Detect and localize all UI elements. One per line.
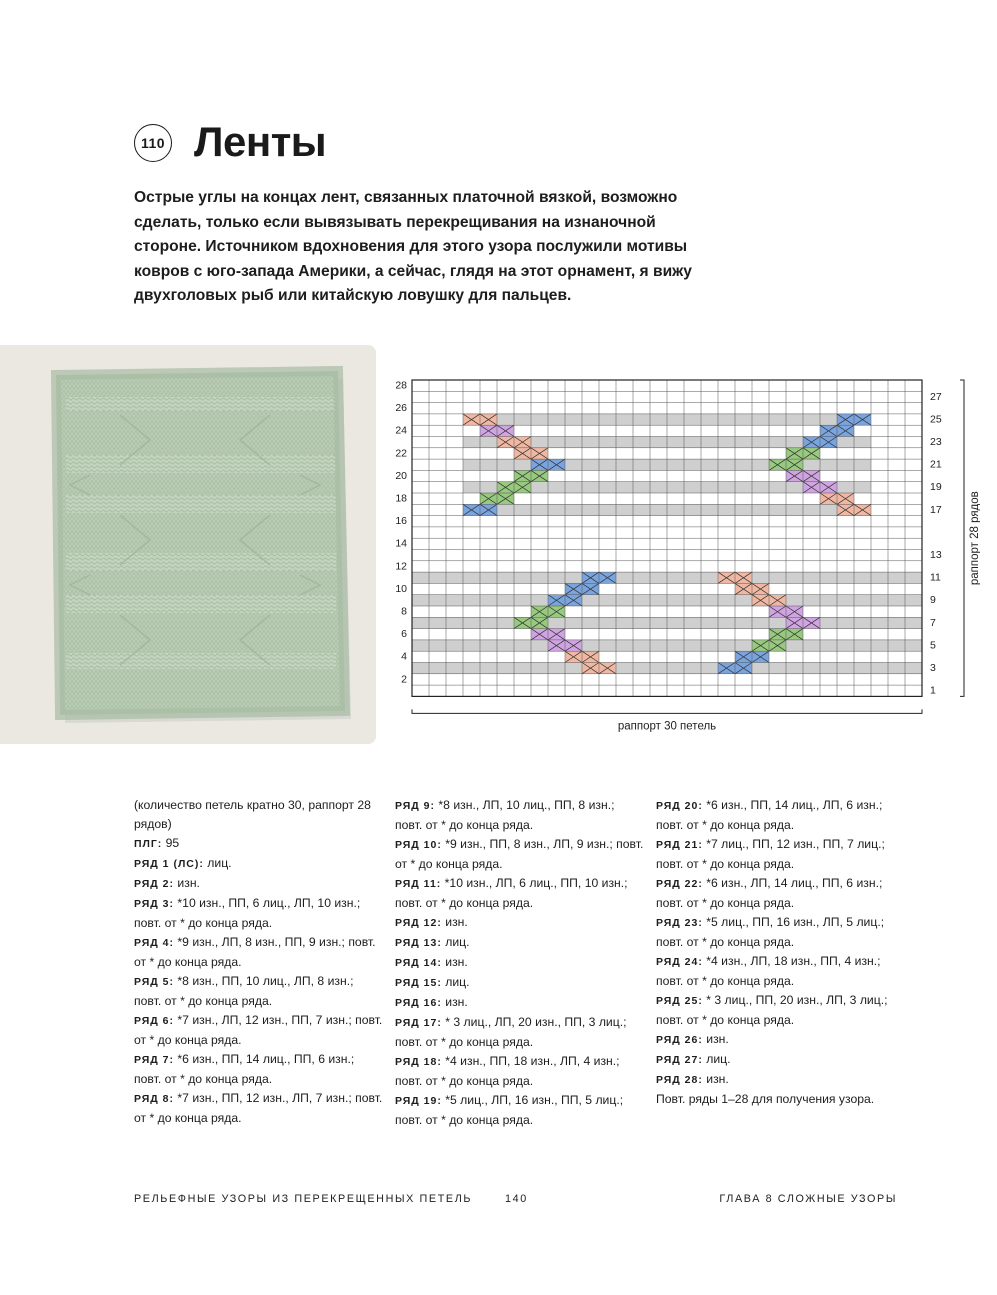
row-label: РЯД 19: [395, 1095, 442, 1107]
intro-paragraph: Острые углы на концах лент, связанных платочной вязкой, возможно сделать, только если вывязывать перекрещивания на изнаночной стороне. Источником вдохновения для этого узора послужили мотивы ковров с юго-запада Америки, а сейчас, глядя на этот орнамент, я вижу двухголовых рыб или китайскую ловушку для пальцев. [134, 189, 692, 304]
row-text: Повт. ряды 1–28 для получения узора. [656, 1092, 875, 1106]
footer-section-title: РЕЛЬЕФНЫЕ УЗОРЫ ИЗ ПЕРЕКРЕЩЕННЫХ ПЕТЕЛЬ [134, 1193, 473, 1205]
row-text: * 3 лиц., ПП, 20 изн., ЛП, 3 лиц.; повт. от * до конца ряда. [656, 993, 888, 1027]
row-instruction [395, 993, 645, 1013]
swatch-photo [0, 345, 376, 744]
row-label: РЯД 10: [395, 839, 442, 851]
row-number-right: 27 [930, 390, 942, 403]
row-text: *9 изн., ПП, 8 изн., ЛП, 9 изн.; повт. от * до конца ряда. [395, 837, 644, 871]
row-label: РЯД 13: [395, 937, 442, 949]
row-label: РЯД 25: [656, 995, 703, 1007]
row-label: РЯД 4: [134, 937, 175, 949]
row-label: РЯД 26: [656, 1034, 703, 1046]
row-instruction [395, 1052, 645, 1091]
row-number-right: 1 [930, 684, 936, 697]
stitches-repeat-bracket [412, 709, 922, 713]
row-label: РЯД 22: [656, 878, 703, 890]
row-text: * 3 лиц., ЛП, 20 изн., ПП, 3 лиц.; повт. от * до конца ряда. [395, 1015, 627, 1049]
row-label: РЯД 9: [395, 800, 436, 812]
row-number-left: 4 [401, 650, 407, 663]
row-label: РЯД 5: [134, 976, 175, 988]
knitting-chart [380, 370, 980, 745]
row-number-left: 12 [395, 560, 407, 573]
row-label: РЯД 1 (ЛС): [134, 858, 204, 870]
row-number-left: 16 [395, 515, 407, 528]
row-text: изн. [702, 1032, 729, 1046]
row-instruction [134, 972, 384, 1011]
row-text: *4 изн., ЛП, 18 изн., ПП, 4 изн.; повт. от * до конца ряда. [656, 954, 881, 988]
row-number-left: 24 [395, 424, 407, 437]
row-label: РЯД 16: [395, 997, 442, 1009]
row-instruction [134, 874, 384, 894]
page-title: Ленты [194, 118, 327, 165]
row-label: РЯД 7: [134, 1054, 175, 1066]
row-number-left: 6 [401, 628, 407, 641]
instructions-column-1 [134, 796, 384, 1128]
row-text: лиц. [441, 975, 470, 989]
row-instruction [656, 1070, 906, 1090]
instructions-column-3 [656, 796, 906, 1109]
row-text: 95 [162, 836, 180, 850]
row-text: *7 изн., ПП, 12 изн., ЛП, 7 изн.; повт. от * до конца ряда. [134, 1091, 383, 1125]
pattern-number: 110 [140, 135, 166, 151]
row-number-right: 11 [930, 571, 941, 584]
row-number-left: 22 [395, 447, 407, 460]
row-text: *5 лиц., ЛП, 16 изн., ПП, 5 лиц.; повт. от * до конца ряда. [395, 1093, 624, 1127]
row-label: РЯД 27: [656, 1054, 703, 1066]
row-label: РЯД 2: [134, 878, 175, 890]
pattern-number-badge [134, 124, 172, 162]
row-number-right: 5 [930, 639, 936, 652]
row-text: *6 изн., ПП, 14 лиц., ЛП, 6 изн.; повт. от * до конца ряда. [656, 798, 883, 832]
row-text: изн. [441, 995, 468, 1009]
row-number-right: 25 [930, 413, 942, 426]
row-label: РЯД 17: [395, 1017, 442, 1029]
row-instruction [656, 1050, 906, 1070]
row-text: *10 изн., ЛП, 6 лиц., ПП, 10 изн.; повт. от * до конца ряда. [395, 876, 628, 910]
row-number-left: 18 [395, 492, 407, 505]
stitches-repeat-label: раппорт 30 петель [617, 720, 717, 733]
row-number-left: 28 [395, 379, 407, 392]
row-instruction [395, 874, 645, 913]
row-label: РЯД 14: [395, 957, 442, 969]
row-instruction [656, 952, 906, 991]
row-number-left: 10 [395, 582, 407, 595]
row-text: *8 изн., ЛП, 10 лиц., ПП, 8 изн.; повт. от * до конца ряда. [395, 798, 615, 832]
row-label: РЯД 24: [656, 956, 703, 968]
row-instruction [656, 1090, 906, 1109]
row-number-right: 7 [930, 616, 936, 629]
row-text: (количество петель кратно 30, раппорт 28 рядов) [134, 798, 371, 831]
row-instruction [656, 796, 906, 835]
row-label: РЯД 6: [134, 1015, 175, 1027]
row-text: *9 изн., ЛП, 8 изн., ПП, 9 изн.; повт. от * до конца ряда. [134, 935, 376, 969]
row-label: РЯД 28: [656, 1074, 703, 1086]
row-number-right: 23 [930, 435, 942, 448]
row-number-right: 9 [930, 594, 936, 607]
row-text: *6 изн., ПП, 14 лиц., ПП, 6 изн.; повт. от * до конца ряда. [134, 1052, 355, 1086]
row-label: РЯД 12: [395, 917, 442, 929]
row-number-left: 14 [395, 537, 407, 550]
row-instruction [134, 1089, 384, 1128]
row-instruction [656, 835, 906, 874]
row-instruction [656, 913, 906, 952]
row-label: РЯД 15: [395, 977, 442, 989]
row-instruction [395, 796, 645, 835]
row-instruction [395, 933, 645, 953]
row-number-left: 8 [401, 605, 407, 618]
row-label: РЯД 18: [395, 1056, 442, 1068]
row-label: РЯД 21: [656, 839, 703, 851]
row-instruction [134, 894, 384, 933]
row-instruction [395, 1091, 645, 1130]
row-text: лиц. [203, 856, 232, 870]
row-text: изн. [174, 876, 200, 890]
row-instruction [134, 933, 384, 972]
row-instruction [656, 874, 906, 913]
rows-repeat-label: раппорт 28 рядов [969, 491, 980, 586]
row-instruction [134, 1011, 384, 1050]
row-number-right: 3 [930, 661, 936, 674]
row-instruction [395, 1013, 645, 1052]
row-number-right: 19 [930, 481, 942, 494]
row-instruction [134, 1050, 384, 1089]
row-text: *8 изн., ПП, 10 лиц., ЛП, 8 изн.; повт. от * до конца ряда. [134, 974, 354, 1008]
row-instruction [395, 913, 645, 933]
row-label: РЯД 8: [134, 1093, 175, 1105]
row-instruction [134, 796, 384, 834]
row-text: лиц. [441, 935, 470, 949]
row-number-right: 21 [930, 458, 942, 471]
row-instruction [134, 854, 384, 874]
row-instruction [134, 834, 384, 854]
knitted-swatch-image [0, 345, 376, 744]
row-text: *7 лиц., ПП, 12 изн., ПП, 7 лиц.; повт. от * до конца ряда. [656, 837, 885, 871]
row-number-right: 17 [930, 503, 942, 516]
row-label: РЯД 23: [656, 917, 703, 929]
row-instruction [656, 1030, 906, 1050]
row-number-right: 13 [930, 548, 942, 561]
row-text: изн. [441, 955, 468, 969]
instructions-column-2 [395, 796, 645, 1130]
row-instruction [395, 973, 645, 993]
row-label: РЯД 11: [395, 878, 442, 890]
row-text: *5 лиц., ПП, 16 изн., ЛП, 5 лиц.; повт. от * до конца ряда. [656, 915, 885, 949]
row-label: РЯД 20: [656, 800, 703, 812]
row-text: *4 изн., ПП, 18 изн., ЛП, 4 изн.; повт. от * до конца ряда. [395, 1054, 620, 1088]
rows-repeat-bracket [960, 380, 964, 696]
row-text: изн. [441, 915, 468, 929]
footer-chapter-title: ГЛАВА 8 СЛОЖНЫЕ УЗОРЫ [719, 1193, 897, 1205]
row-number-left: 20 [395, 469, 407, 482]
row-text: *7 изн., ЛП, 12 изн., ПП, 7 изн.; повт. от * до конца ряда. [134, 1013, 383, 1047]
chart-svg [380, 370, 980, 740]
row-number-left: 2 [401, 673, 407, 686]
row-label: ПЛГ: [134, 838, 163, 850]
row-instruction [395, 953, 645, 973]
row-text: изн. [702, 1072, 729, 1086]
row-text: *6 изн., ЛП, 14 лиц., ПП, 6 изн.; повт. от * до конца ряда. [656, 876, 883, 910]
row-instruction [395, 835, 645, 874]
row-text: лиц. [702, 1052, 731, 1066]
footer-page-number: 140 [505, 1193, 528, 1205]
row-text: *10 изн., ПП, 6 лиц., ЛП, 10 изн.; повт. от * до конца ряда. [134, 896, 361, 930]
row-number-left: 26 [395, 402, 407, 415]
row-instruction [656, 991, 906, 1030]
row-label: РЯД 3: [134, 898, 175, 910]
